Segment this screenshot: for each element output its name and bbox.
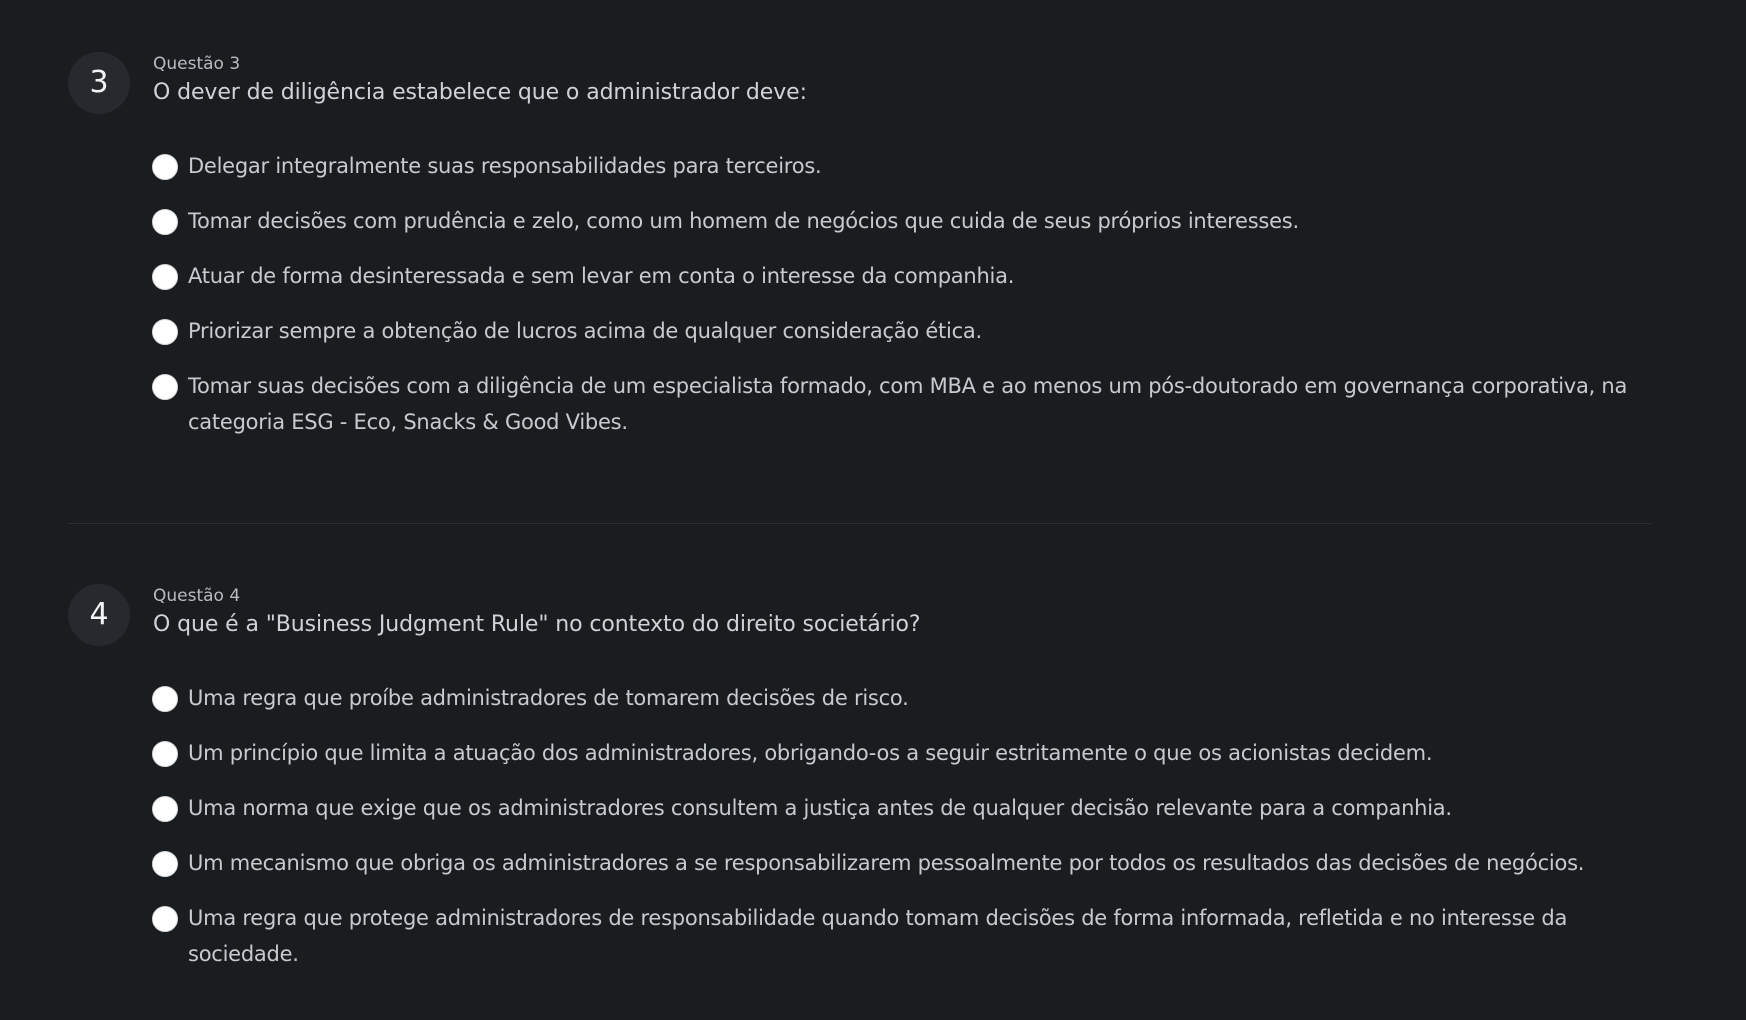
option-text: Atuar de forma desinteressada e sem levar em conta o interesse da companhia. xyxy=(188,264,1015,288)
option-b[interactable] xyxy=(152,740,1652,771)
option-text: Uma regra que protege administradores de responsabilidade quando tomam decisões de forma informada, refletida e no interesse da sociedade. xyxy=(188,906,1568,966)
radio-button[interactable] xyxy=(152,741,178,767)
radio-button[interactable] xyxy=(152,906,178,932)
option-e[interactable] xyxy=(152,905,1652,972)
question-number-badge: 3 xyxy=(68,52,130,114)
radio-button[interactable] xyxy=(152,209,178,235)
option-c[interactable] xyxy=(152,263,1652,294)
options-list xyxy=(152,685,1652,996)
radio-button[interactable] xyxy=(152,686,178,712)
section-divider xyxy=(68,523,1651,524)
option-text: Uma regra que proíbe administradores de tomarem decisões de risco. xyxy=(188,686,909,710)
question-label: Questão 4 xyxy=(153,586,241,606)
radio-button[interactable] xyxy=(152,264,178,290)
option-b[interactable] xyxy=(152,208,1652,239)
option-text: Priorizar sempre a obtenção de lucros acima de qualquer consideração ética. xyxy=(188,319,982,343)
option-text: Tomar suas decisões com a diligência de um especialista formado, com MBA e ao menos um pós-doutorado em governança corporativa, na categoria ESG - Eco, Snacks & Good Vibes. xyxy=(188,374,1628,434)
radio-button[interactable] xyxy=(152,154,178,180)
option-d[interactable] xyxy=(152,318,1652,349)
question-label: Questão 3 xyxy=(153,54,241,74)
option-a[interactable] xyxy=(152,685,1652,716)
question-text: O dever de diligência estabelece que o administrador deve: xyxy=(153,80,807,105)
option-text: Um princípio que limita a atuação dos administradores, obrigando-os a seguir estritamente o que os acionistas decidem. xyxy=(188,741,1433,765)
question-text: O que é a "Business Judgment Rule" no contexto do direito societário? xyxy=(153,612,921,637)
option-e[interactable] xyxy=(152,373,1652,440)
option-text: Delegar integralmente suas responsabilidades para terceiros. xyxy=(188,154,822,178)
question-number-badge: 4 xyxy=(68,584,130,646)
option-a[interactable] xyxy=(152,153,1652,184)
radio-button[interactable] xyxy=(152,796,178,822)
option-d[interactable] xyxy=(152,850,1652,881)
option-c[interactable] xyxy=(152,795,1652,826)
radio-button[interactable] xyxy=(152,319,178,345)
option-text: Tomar decisões com prudência e zelo, como um homem de negócios que cuida de seus próprios interesses. xyxy=(188,209,1299,233)
options-list xyxy=(152,153,1652,464)
option-text: Um mecanismo que obriga os administradores a se responsabilizarem pessoalmente por todos os resultados das decisões de negócios. xyxy=(188,851,1585,875)
radio-button[interactable] xyxy=(152,374,178,400)
radio-button[interactable] xyxy=(152,851,178,877)
option-text: Uma norma que exige que os administradores consultem a justiça antes de qualquer decisão relevante para a companhia. xyxy=(188,796,1452,820)
